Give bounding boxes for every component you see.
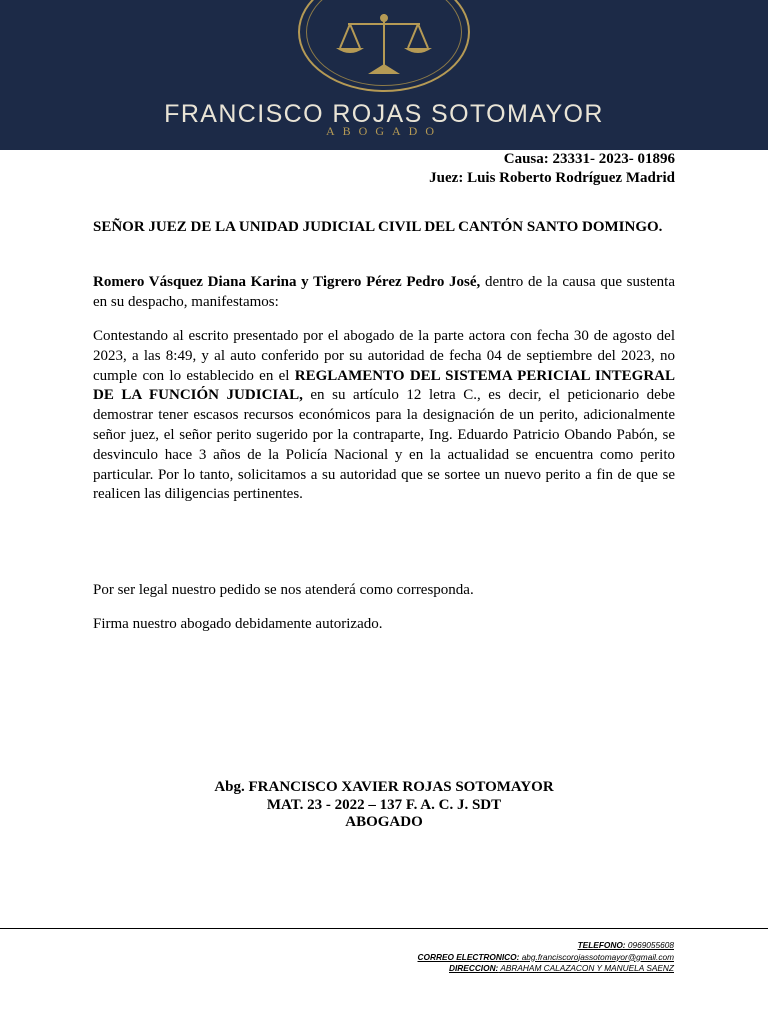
address-value: ABRAHAM CALAZACON Y MANUELA SAENZ [498,963,674,973]
case-info [429,150,675,188]
case-number: Causa: 23331- 2023- 01896 [503,151,675,167]
main-text-part1: Contestando al escrito presentado por el abogado de la parte actora con fecha 30 de agosto del 2023, a las 8:49, y al auto conferido por su autoridad de fecha 04 de septiembre del 2023, no cumple con lo establecido en el [93,328,675,384]
footer-email [418,952,674,964]
signer-registration: MAT. 23 - 2022 – 137 F. A. C. J. SDT [266,796,502,813]
letterhead-banner [0,0,768,150]
signer-name: Abg. FRANCISCO XAVIER ROJAS SOTOMAYOR [214,779,554,795]
balance-scale-icon [328,12,440,78]
letter-main-paragraph [93,327,675,505]
closing-paragraph-2: Firma nuestro abogado debidamente autorizado. [93,616,383,632]
footer-contact [418,940,674,975]
letterhead-title: ABOGADO [326,124,442,138]
letter-addressee: SEÑOR JUEZ DE LA UNIDAD JUDICIAL CIVIL DEL CANTÓN SANTO DOMINGO. [93,219,663,235]
email-label: CORREO ELECTRONICO: [417,951,520,962]
address-label: DIRECCION: [449,963,499,973]
signature-block [93,779,675,832]
signer-title: ABOGADO [345,814,423,830]
main-text-part2: en su artículo 12 letra C., es decir, el peticionario debe demostrar tener escasos recursos económicos para la designación de un perito, adicionalmente señor juez, el señor perito sugerido por la contraparte, Ing. Eduardo Patricio Obando Pabón, se desvinculo hace 3 años de la Policía Nacional y en la actualidad se encuentra como perito particular. Por lo tanto, solicitamos a su autoridad que se sortee un nuevo perito a fin de que se realicen las diligencias pertinentes. [93,387,675,503]
letterhead-name: FRANCISCO ROJAS SOTOMAYOR [164,100,604,128]
regulation-name: REGLAMENTO DEL SISTEMA PERICIAL INTEGRAL DE LA FUNCIÓN JUDICIAL, [93,367,675,404]
petitioners-names: Romero Vásquez Diana Karina y Tigrero Pérez Pedro José, [93,274,481,290]
phone-value: 0969055608 [625,940,674,950]
email-value: abg.franciscorojassotomayor@gmail.com [519,951,674,962]
case-judge: Juez: Luis Roberto Rodríguez Madrid [429,170,675,186]
phone-label: TELEFONO: [577,940,626,950]
letter-intro-paragraph [93,273,675,313]
closing-paragraph-1: Por ser legal nuestro pedido se nos atenderá como corresponda. [93,582,474,598]
footer-divider [0,928,768,929]
footer-address [418,963,674,975]
intro-text: dentro de la causa que sustenta en su despacho, manifestamos: [93,274,675,310]
footer-phone [418,940,674,952]
